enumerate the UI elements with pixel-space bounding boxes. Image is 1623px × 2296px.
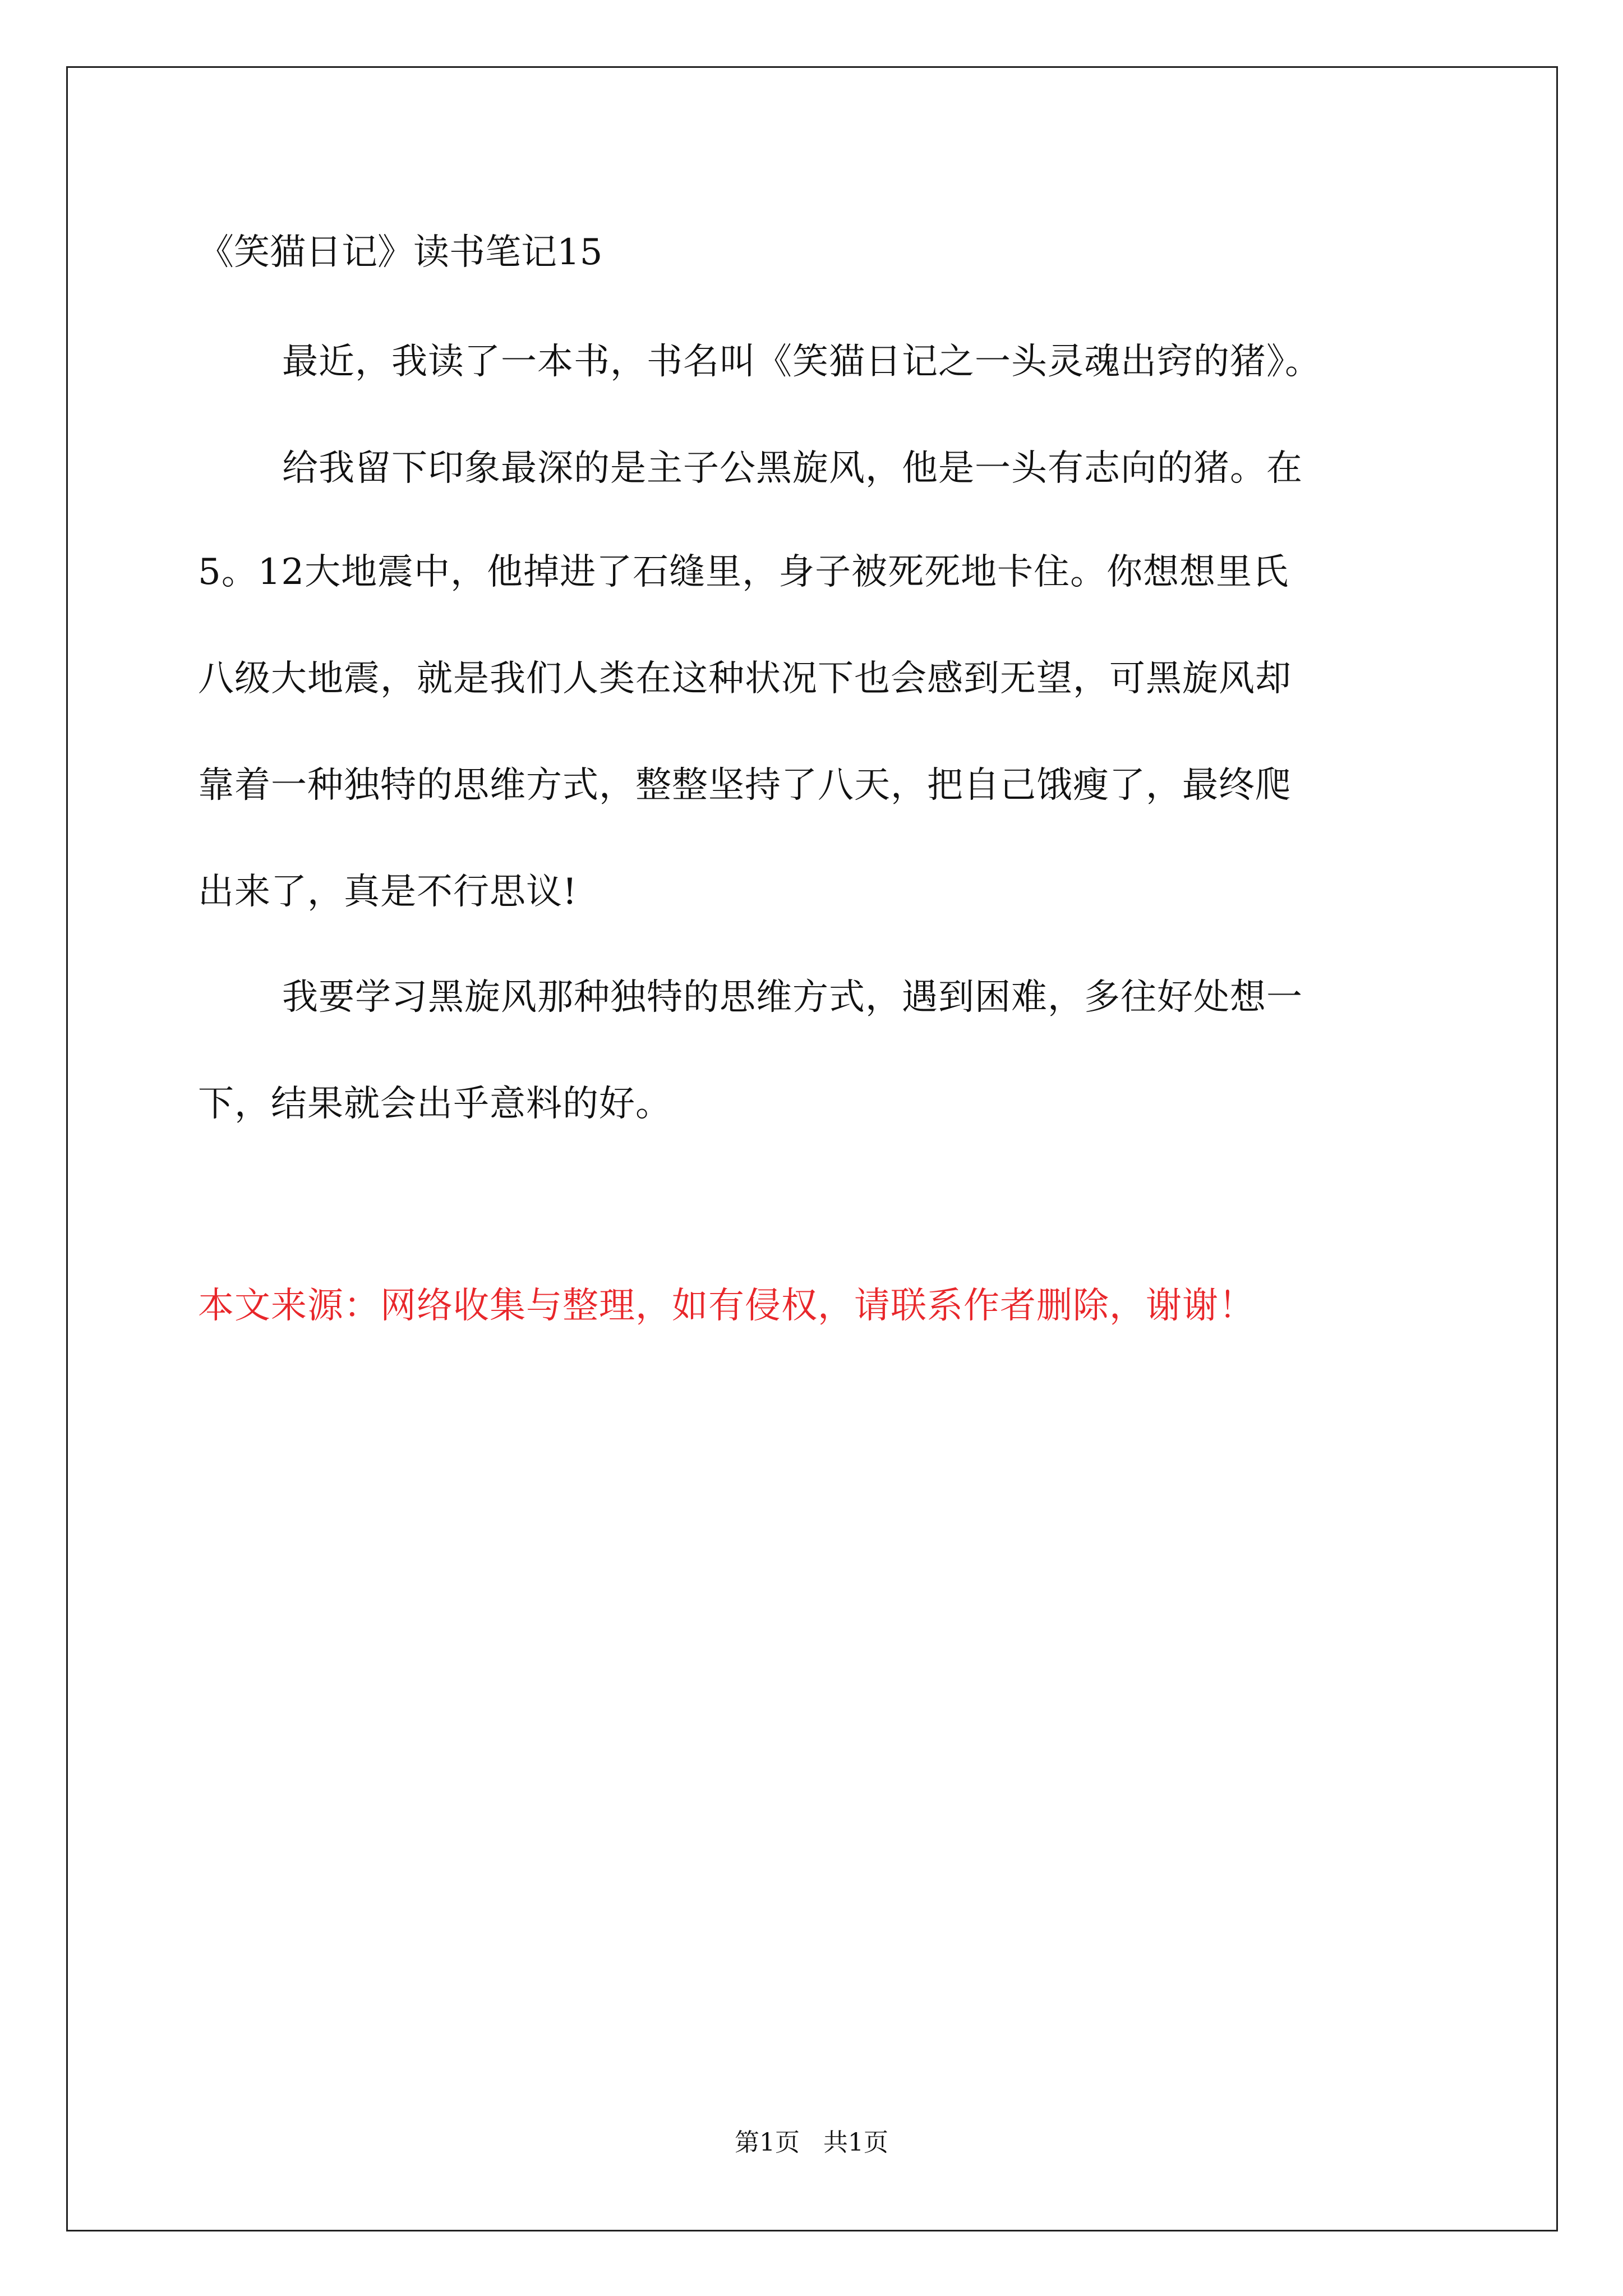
document-title: 《笑猫日记》读书笔记15 [198,232,603,273]
page-number-footer: 第1页 共1页 [735,2128,888,2157]
paragraph-1-line-1: 最近，我读了一本书，书名叫《笑猫日记之一头灵魂出窍的猪》。 [282,341,1321,383]
paragraph-2-line-4: 靠着一种独特的思维方式，整整坚持了八天，把自己饿瘦了，最终爬 [198,765,1292,806]
source-note: 本文来源：网络收集与整理，如有侵权，请联系作者删除，谢谢！ [198,1285,1255,1327]
paragraph-2-line-3: 八级大地震，就是我们人类在这种状况下也会感到无望，可黑旋风却 [198,658,1292,700]
paragraph-2-line-5: 出来了，真是不行思议! [198,871,578,913]
paragraph-3-line-2: 下，结果就会出乎意料的好。 [198,1083,672,1125]
paragraph-2-line-2: 5。12大地震中，他掉进了石缝里，身子被死死地卡住。你想想里氏 [198,551,1289,593]
paragraph-2-line-1: 给我留下印象最深的是主子公黑旋风，他是一头有志向的猪。在 [282,448,1303,489]
page-border [66,66,1558,2231]
paragraph-3-line-1: 我要学习黑旋风那种独特的思维方式，遇到困难，多往好处想一 [282,977,1303,1018]
